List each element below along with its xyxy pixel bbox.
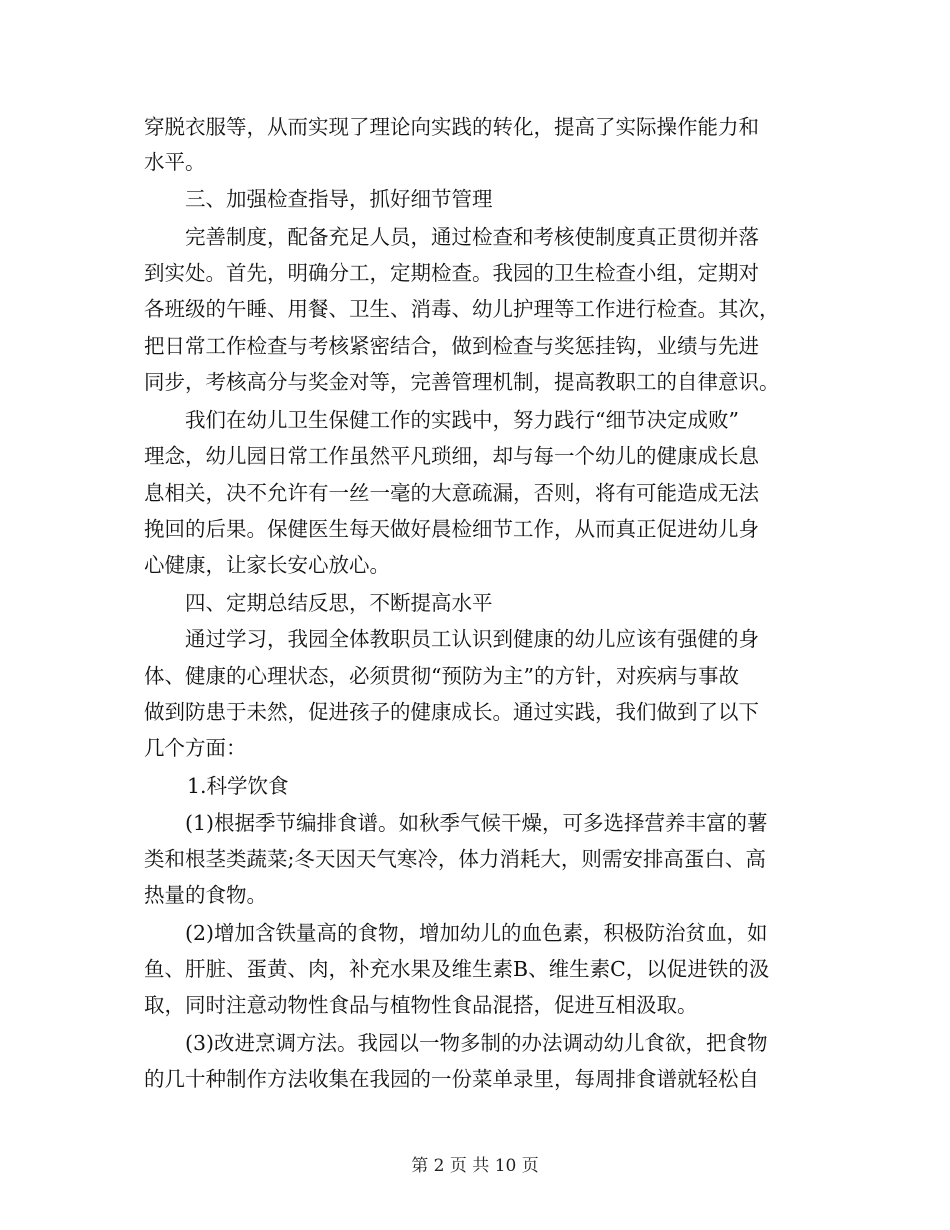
text-line: 我们在幼儿卫生保健工作的实践中，努力践行“细节决定成败” xyxy=(185,408,739,432)
text-line: (1)根据季节编排食谱。如秋季气候干燥，可多选择营养丰富的薯 xyxy=(185,811,768,835)
text-line: 水平。 xyxy=(144,150,206,174)
text-line: 体、健康的心理状态，必须贯彻“预防为主”的方针，对疾病与事故 xyxy=(144,664,739,688)
text-line: 各班级的午睡、用餐、卫生、消毒、幼儿护理等工作进行检查。其次， xyxy=(144,297,780,321)
text-line: 取，同时注意动物性食品与植物性食品混搭，促进互相汲取。 xyxy=(144,993,698,1017)
text-line: 息相关，决不允许有一丝一毫的大意疏漏，否则，将有可能造成无法 xyxy=(144,481,759,505)
text-line: (3)改进烹调方法。我园以一物多制的办法调动幼儿食欲，把食物 xyxy=(185,1031,768,1055)
subsection-heading: 1.科学饮食 xyxy=(187,774,289,798)
text-line: (2)增加含铁量高的食物，增加幼儿的血色素，积极防治贫血，如 xyxy=(185,921,768,945)
text-line: 完善制度，配备充足人员，通过检查和考核使制度真正贯彻并落 xyxy=(185,225,759,249)
text-line: 的几十种制作方法收集在我园的一份菜单录里，每周排食谱就轻松自 xyxy=(144,1067,759,1091)
text-line: 热量的食物。 xyxy=(144,883,267,907)
text-line: 做到防患于未然，促进孩子的健康成长。通过实践，我们做到了以下 xyxy=(144,700,759,724)
text-line: 类和根茎类蔬菜;冬天因天气寒冷，体力消耗大，则需安排高蛋白、高 xyxy=(144,847,766,871)
text-line: 到实处。首先，明确分工，定期检查。我园的卫生检查小组，定期对 xyxy=(144,261,759,285)
text-line: 鱼、肝脏、蛋黄、肉，补充水果及维生素B、维生素C，以促进铁的汲 xyxy=(144,957,770,981)
text-line: 心健康，让家长安心放心。 xyxy=(144,553,390,577)
text-line: 穿脱衣服等，从而实现了理论向实践的转化，提高了实际操作能力和 xyxy=(144,115,759,139)
section-heading: 四、定期总结反思，不断提高水平 xyxy=(185,591,493,615)
page-footer: 第 2 页 共 10 页 xyxy=(411,1156,539,1176)
section-heading: 三、加强检查指导，抓好细节管理 xyxy=(185,187,493,211)
text-line: 通过学习，我园全体教职员工认识到健康的幼儿应该有强健的身 xyxy=(185,627,759,651)
text-line: 同步，考核高分与奖金对等，完善管理机制，提高教职工的自律意识。 xyxy=(144,370,780,394)
text-line: 理念，幼儿园日常工作虽然平凡琐细，却与每一个幼儿的健康成长息 xyxy=(144,444,759,468)
text-line: 把日常工作检查与考核紧密结合，做到检查与奖惩挂钩，业绩与先进 xyxy=(144,334,759,358)
text-line: 几个方面： xyxy=(144,736,247,760)
text-line: 挽回的后果。保健医生每天做好晨检细节工作，从而真正促进幼儿身 xyxy=(144,517,759,541)
